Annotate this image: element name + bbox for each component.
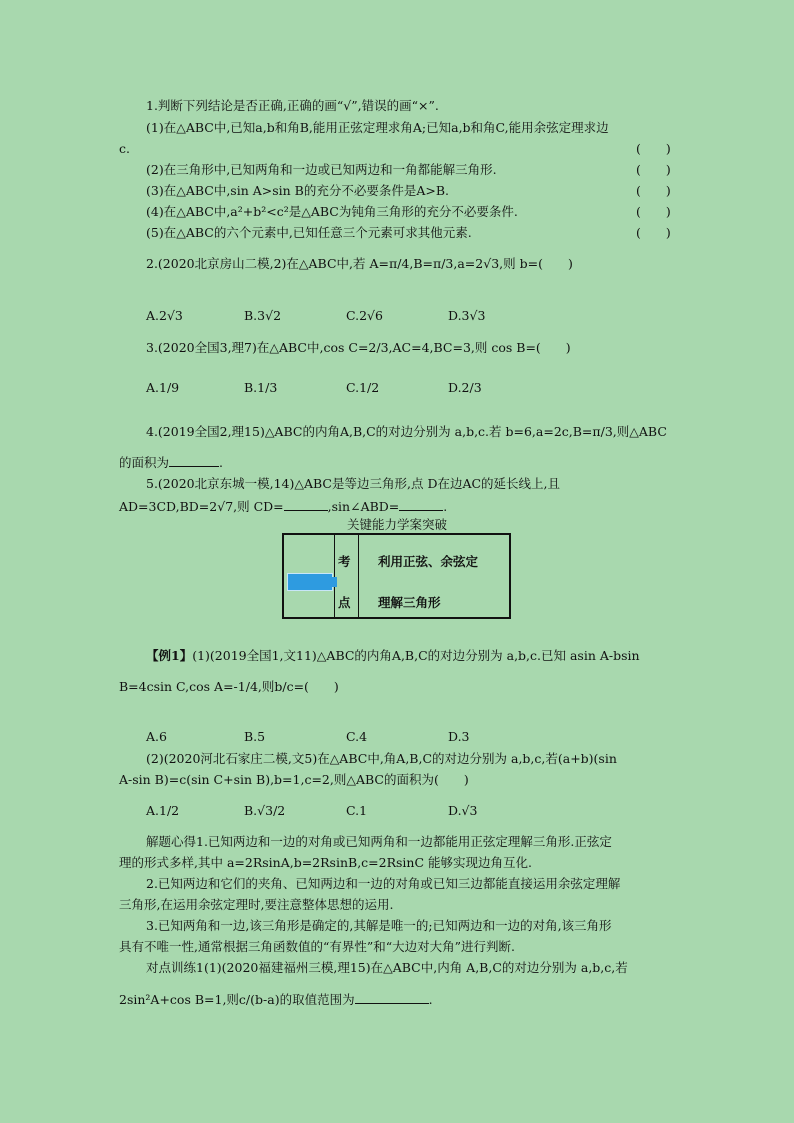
tip-2-line2: 三角形,在运用余弦定理时,要注意整体思想的运用. bbox=[119, 897, 394, 912]
q1-item-4: (4)在△ABC中,a²+b²<c²是△ABC为钝角三角形的充分不必要条件. bbox=[146, 204, 518, 219]
training-line2: 2sin²A+cos B=1,则c/(b-a)的取值范围为 . bbox=[119, 992, 433, 1007]
q4-cont: 的面积为 . bbox=[119, 455, 223, 470]
training-line2-text: 2sin²A+cos B=1,则c/(b-a)的取值范围为 bbox=[119, 992, 355, 1007]
q5-cont: AD=3CD,BD=2√7,则 CD= ,sin∠ABD= . bbox=[119, 499, 448, 514]
tip-3-line1: 3.已知两角和一边,该三角形是确定的,其解是唯一的;已知两边和一边的对角,该三角形 bbox=[146, 918, 612, 933]
tip-3-line2: 具有不唯一性,通常根据三角函数值的“有界性”和“大边对大角”进行判断. bbox=[119, 939, 516, 954]
ex1-p1-option-c: C.4 bbox=[346, 729, 368, 744]
ex1-p2-option-a: A.1/2 bbox=[146, 803, 180, 818]
q5-cont-b: ,sin∠ABD= bbox=[327, 499, 400, 514]
answer-paren-3: ( ) bbox=[636, 183, 671, 198]
q1-item-5: (5)在△ABC的六个元素中,已知任意三个元素可求其他元素. bbox=[146, 225, 472, 240]
topic-table bbox=[282, 533, 511, 619]
ex1-p2-option-d: D.√3 bbox=[448, 803, 478, 818]
q1-item-2: (2)在三角形中,已知两角和一边或已知两边和一角都能解三角形. bbox=[146, 162, 497, 177]
q4-stem: 4.(2019全国2,理15)△ABC的内角A,B,C的对边分别为 a,b,c.若 b=6,a=2c,B=π/3,则△ABC bbox=[146, 424, 667, 439]
q3-stem: 3.(2020全国3,理7)在△ABC中,cos C=2/3,AC=4,BC=3,则 cos B=( ) bbox=[146, 340, 571, 355]
q2-option-d: D.3√3 bbox=[448, 308, 486, 323]
section-title: 关键能力学案突破 bbox=[346, 517, 447, 532]
tip-1-line1: 解题心得1.已知两边和一边的对角或已知两角和一边都能用正弦定理解三角形.正弦定 bbox=[146, 834, 612, 849]
kaodian-top: 考 bbox=[338, 554, 351, 569]
example-1-part2-line2: A-sin B)=c(sin C+sin B),b=1,c=2,则△ABC的面积为( ) bbox=[119, 772, 469, 787]
q5-stem: 5.(2020北京东城一模,14)△ABC是等边三角形,点 D在边AC的延长线上,且 bbox=[146, 476, 561, 491]
topic-label-marker bbox=[287, 573, 333, 591]
ex1-p1-option-a: A.6 bbox=[146, 729, 167, 744]
answer-blank-q4[interactable] bbox=[169, 454, 219, 467]
q3-option-c: C.1/2 bbox=[346, 380, 380, 395]
topic-cell-kaodian bbox=[334, 535, 359, 617]
answer-blank-cd[interactable] bbox=[284, 498, 328, 511]
q2-option-c: C.2√6 bbox=[346, 308, 383, 323]
answer-paren-2: ( ) bbox=[636, 162, 671, 177]
topic-cell-label bbox=[284, 535, 335, 617]
topic-cell-title bbox=[358, 535, 509, 617]
ex1-p2-option-c: C.1 bbox=[346, 803, 368, 818]
q2-option-b: B.3√2 bbox=[244, 308, 282, 323]
q3-option-a: A.1/9 bbox=[146, 380, 180, 395]
answer-paren-5: ( ) bbox=[636, 225, 671, 240]
training-line1: 对点训练1(1)(2020福建福州三模,理15)在△ABC中,内角 A,B,C的对边分别为 a,b,c,若 bbox=[146, 960, 628, 975]
q2-stem: 2.(2020北京房山二模,2)在△ABC中,若 A=π/4,B=π/3,a=2√3,则 b=( ) bbox=[146, 256, 573, 271]
q3-option-b: B.1/3 bbox=[244, 380, 278, 395]
q3-option-d: D.2/3 bbox=[448, 380, 482, 395]
q1-stem: 1.判断下列结论是否正确,正确的画“√”,错误的画“×”. bbox=[146, 98, 439, 113]
tip-1-line2: 理的形式多样,其中 a=2RsinA,b=2RsinB,c=2RsinC 能够实现边角互化. bbox=[119, 855, 532, 870]
tip-2-line1: 2.已知两边和它们的夹角、已知两边和一边的对角或已知三边都能直接运用余弦定理解 bbox=[146, 876, 621, 891]
ex1-p2-option-b: B.√3/2 bbox=[244, 803, 286, 818]
topic-title-line1: 利用正弦、余弦定 bbox=[378, 554, 479, 569]
example-1-line2: B=4csin C,cos A=-1/4,则b/c=( ) bbox=[119, 679, 339, 694]
answer-paren-1: ( ) bbox=[636, 141, 671, 156]
q4-cont-text: 的面积为 bbox=[119, 455, 170, 470]
example-1-label: 【例1】 bbox=[146, 648, 193, 663]
q2-option-a: A.2√3 bbox=[146, 308, 183, 323]
q1-item-1-cont: c. bbox=[119, 141, 130, 156]
q1-item-1: (1)在△ABC中,已知a,b和角B,能用正弦定理求角A;已知a,b和角C,能用余弦定理求边 bbox=[146, 120, 609, 135]
answer-blank-training[interactable] bbox=[355, 991, 429, 1004]
example-1-line1 bbox=[146, 648, 640, 664]
ex1-p1-option-d: D.3 bbox=[448, 729, 470, 744]
ex1-p1-option-b: B.5 bbox=[244, 729, 266, 744]
answer-blank-sin[interactable] bbox=[399, 498, 443, 511]
topic-title-line2: 理解三角形 bbox=[378, 595, 441, 610]
q5-cont-a: AD=3CD,BD=2√7,则 CD= bbox=[119, 499, 284, 514]
kaodian-bottom: 点 bbox=[338, 595, 351, 610]
answer-paren-4: ( ) bbox=[636, 204, 671, 219]
example-1-part1: (1)(2019全国1,文11)△ABC的内角A,B,C的对边分别为 a,b,c.已知 asin A-bsin bbox=[192, 648, 640, 663]
q1-item-3: (3)在△ABC中,sin A>sin B的充分不必要条件是A>B. bbox=[146, 183, 450, 198]
example-1-part2-line1: (2)(2020河北石家庄二模,文5)在△ABC中,角A,B,C的对边分别为 a,b,c,若(a+b)(sin bbox=[146, 751, 617, 766]
